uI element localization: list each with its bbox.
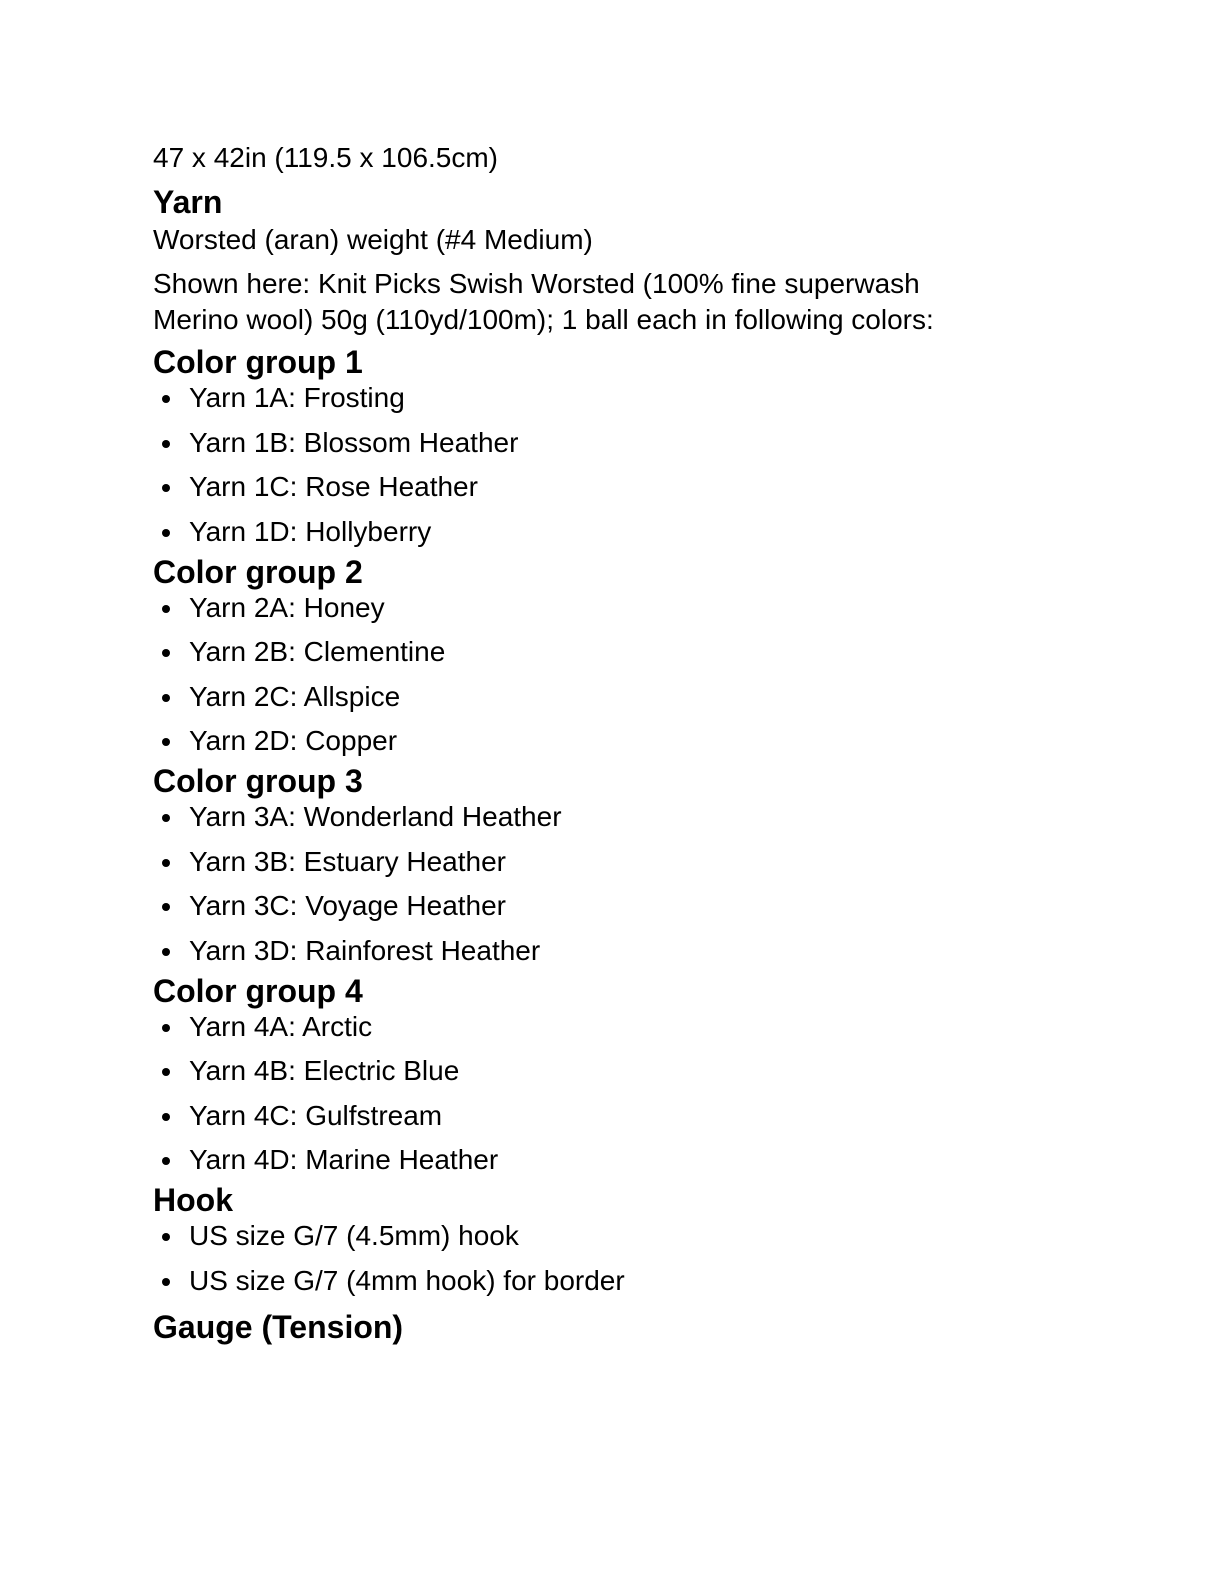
list-item-text: Yarn 3C: Voyage Heather (189, 890, 507, 921)
list-item-text: Yarn 3A: Wonderland Heather (189, 801, 562, 832)
list-item (153, 1098, 1053, 1134)
list-item (153, 1218, 1053, 1254)
color-group-1 (153, 344, 1053, 550)
list-item-text: Yarn 4D: Marine Heather (189, 1144, 499, 1175)
list-item-text: Yarn 3B: Estuary Heather (189, 845, 506, 877)
yarn-shown-line: Merino wool) 50g (110yd/100m); 1 ball each in following colors: (153, 304, 934, 335)
bullet-icon (162, 738, 170, 746)
list-item (153, 723, 1053, 759)
list-item (153, 469, 1053, 505)
list-item-text: Yarn 2A: Honey (189, 591, 385, 623)
bullet-icon (162, 395, 170, 403)
list-item (153, 1263, 1053, 1299)
list-item (153, 888, 1053, 924)
yarn-color-list (153, 1009, 1053, 1179)
bullet-icon (162, 605, 170, 613)
bullet-icon (162, 859, 170, 867)
list-item-text: US size G/7 (4.5mm) hook (189, 1220, 519, 1251)
list-item-text: Yarn 1A: Frosting (189, 382, 405, 413)
list-item-text: Yarn 2C: Allspice (189, 680, 401, 712)
bullet-icon (162, 903, 170, 911)
color-group-4 (153, 973, 1053, 1179)
bullet-icon (162, 694, 170, 702)
yarn-color-list (153, 380, 1053, 550)
list-item-text: Yarn 3D: Rainforest Heather (189, 934, 541, 966)
bullet-icon (162, 1068, 170, 1076)
hook-list (153, 1218, 1053, 1299)
list-item-text: Yarn 2B: Clementine (189, 636, 446, 667)
yarn-weight: Worsted (aran) weight (#4 Medium) (153, 224, 593, 255)
list-item-text: Yarn 1B: Blossom Heather (189, 426, 519, 458)
bullet-icon (162, 1233, 170, 1241)
yarn-heading: Yarn (153, 184, 223, 220)
bullet-icon (162, 814, 170, 822)
list-item (153, 425, 1053, 461)
bullet-icon (162, 1024, 170, 1032)
bullet-icon (162, 649, 170, 657)
list-item-text: Yarn 1D: Hollyberry (189, 515, 432, 547)
color-group-heading: Color group 3 (153, 763, 363, 799)
bullet-icon (162, 529, 170, 537)
list-item (153, 590, 1053, 626)
document-page (153, 140, 1053, 1345)
hook-section (153, 1182, 1053, 1299)
yarn-shown-here (153, 266, 1053, 338)
gauge-heading: Gauge (Tension) (153, 1308, 404, 1345)
list-item-text: Yarn 4C: Gulfstream (189, 1099, 443, 1131)
list-item-text: Yarn 2D: Copper (189, 725, 398, 756)
yarn-color-list (153, 590, 1053, 760)
color-group-heading: Color group 4 (153, 972, 363, 1009)
color-group-heading: Color group 1 (153, 344, 363, 380)
bullet-icon (162, 440, 170, 448)
list-item (153, 933, 1053, 969)
color-group-2 (153, 554, 1053, 760)
list-item (153, 634, 1053, 670)
list-item-text: US size G/7 (4mm hook) for border (189, 1264, 625, 1296)
list-item-text: Yarn 1C: Rose Heather (189, 471, 478, 502)
yarn-color-list (153, 799, 1053, 969)
finished-dimensions: 47 x 42in (119.5 x 106.5cm) (153, 142, 499, 173)
color-group-heading: Color group 2 (153, 553, 363, 590)
color-group-3 (153, 763, 1053, 969)
bullet-icon (162, 1157, 170, 1165)
list-item (153, 1009, 1053, 1045)
list-item (153, 844, 1053, 880)
bullet-icon (162, 948, 170, 956)
bullet-icon (162, 1278, 170, 1286)
list-item (153, 1142, 1053, 1178)
list-item (153, 799, 1053, 835)
list-item-text: Yarn 4A: Arctic (189, 1010, 373, 1042)
hook-heading: Hook (153, 1182, 233, 1218)
yarn-shown-line: Shown here: Knit Picks Swish Worsted (100% fine superwash (153, 268, 920, 299)
list-item (153, 514, 1053, 550)
list-item (153, 679, 1053, 715)
bullet-icon (162, 1113, 170, 1121)
bullet-icon (162, 484, 170, 492)
list-item-text: Yarn 4B: Electric Blue (189, 1055, 460, 1086)
list-item (153, 380, 1053, 416)
list-item (153, 1053, 1053, 1089)
